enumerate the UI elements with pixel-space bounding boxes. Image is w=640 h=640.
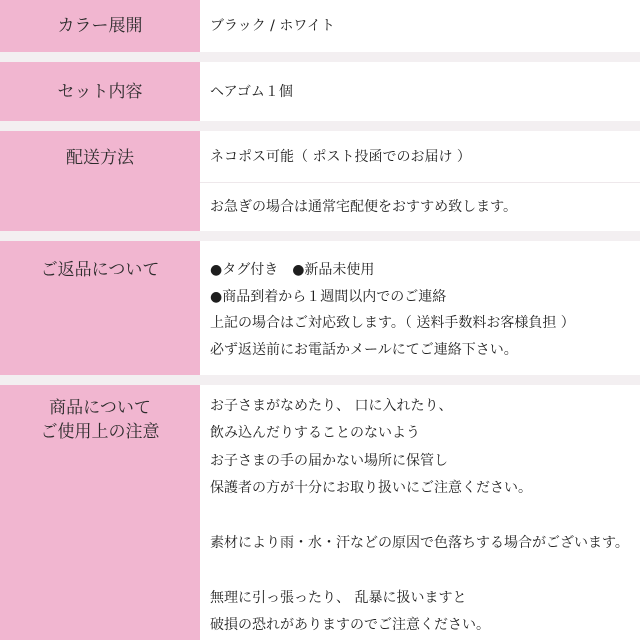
content-line: 素材により雨・水・汗などの原因で色落ちする場合がございます。	[210, 534, 629, 551]
row-returns	[0, 241, 640, 375]
label-text: ご返品について	[40, 260, 160, 280]
blank-line	[210, 503, 636, 530]
blank-line	[210, 557, 636, 584]
content-group	[200, 62, 640, 121]
content-group-divided	[200, 182, 640, 231]
content-group	[200, 385, 640, 640]
content-line: ネコポス可能（ ポスト投函でのお届け ）	[210, 148, 471, 165]
content-cell-shipping-method	[200, 131, 640, 231]
content-line: 飲み込んだりすることのないよう	[210, 425, 420, 442]
label-cell-shipping-method	[0, 131, 200, 231]
content-group	[200, 0, 640, 52]
label-text: セット内容	[57, 81, 143, 102]
content-line: ブラック / ホワイト	[210, 18, 335, 34]
content-cell-usage-cautions	[200, 385, 640, 640]
content-cell-color-variations	[200, 0, 640, 52]
row-usage-cautions	[0, 385, 640, 640]
content-line: ヘアゴム１個	[210, 83, 293, 100]
label-text: ご使用上の注意	[40, 422, 160, 442]
row-set-contents	[0, 62, 640, 121]
content-line: ●タグ付き ●新品未使用	[210, 262, 375, 278]
content-line: お急ぎの場合は通常宅配便をおすすめ致します。	[210, 199, 518, 215]
label-cell-set-contents	[0, 62, 200, 121]
label-text: 配送方法	[66, 148, 134, 168]
content-line: 破損の恐れがありますのでご注意ください。	[210, 617, 490, 634]
row-shipping-method	[0, 131, 640, 231]
content-line: お子さまがなめたり、 口に入れたり、	[210, 398, 453, 414]
label-cell-usage-cautions	[0, 385, 200, 640]
content-line: 無理に引っ張ったり、 乱暴に扱いますと	[210, 589, 467, 606]
label-cell-color-variations	[0, 0, 200, 52]
label-text: 商品について	[49, 398, 151, 418]
label-text: カラー展開	[57, 16, 143, 36]
row-color-variations	[0, 0, 640, 52]
content-line: 保護者の方が十分にお取り扱いにご注意ください。	[210, 480, 532, 497]
content-line: 上記の場合はご対応致します。（ 送料手数料お客様負担 ）	[210, 315, 575, 331]
content-line: ●商品到着から１週間以内でのご連絡	[210, 288, 447, 305]
content-line: 必ず返送前にお電話かメールにてご連絡下さい。	[210, 341, 518, 358]
content-group	[200, 131, 640, 182]
content-cell-returns	[200, 241, 640, 375]
label-cell-returns	[0, 241, 200, 375]
content-line: お子さまの手の届かない場所に保管し	[210, 452, 448, 469]
content-cell-set-contents	[200, 62, 640, 121]
content-group	[200, 241, 640, 375]
